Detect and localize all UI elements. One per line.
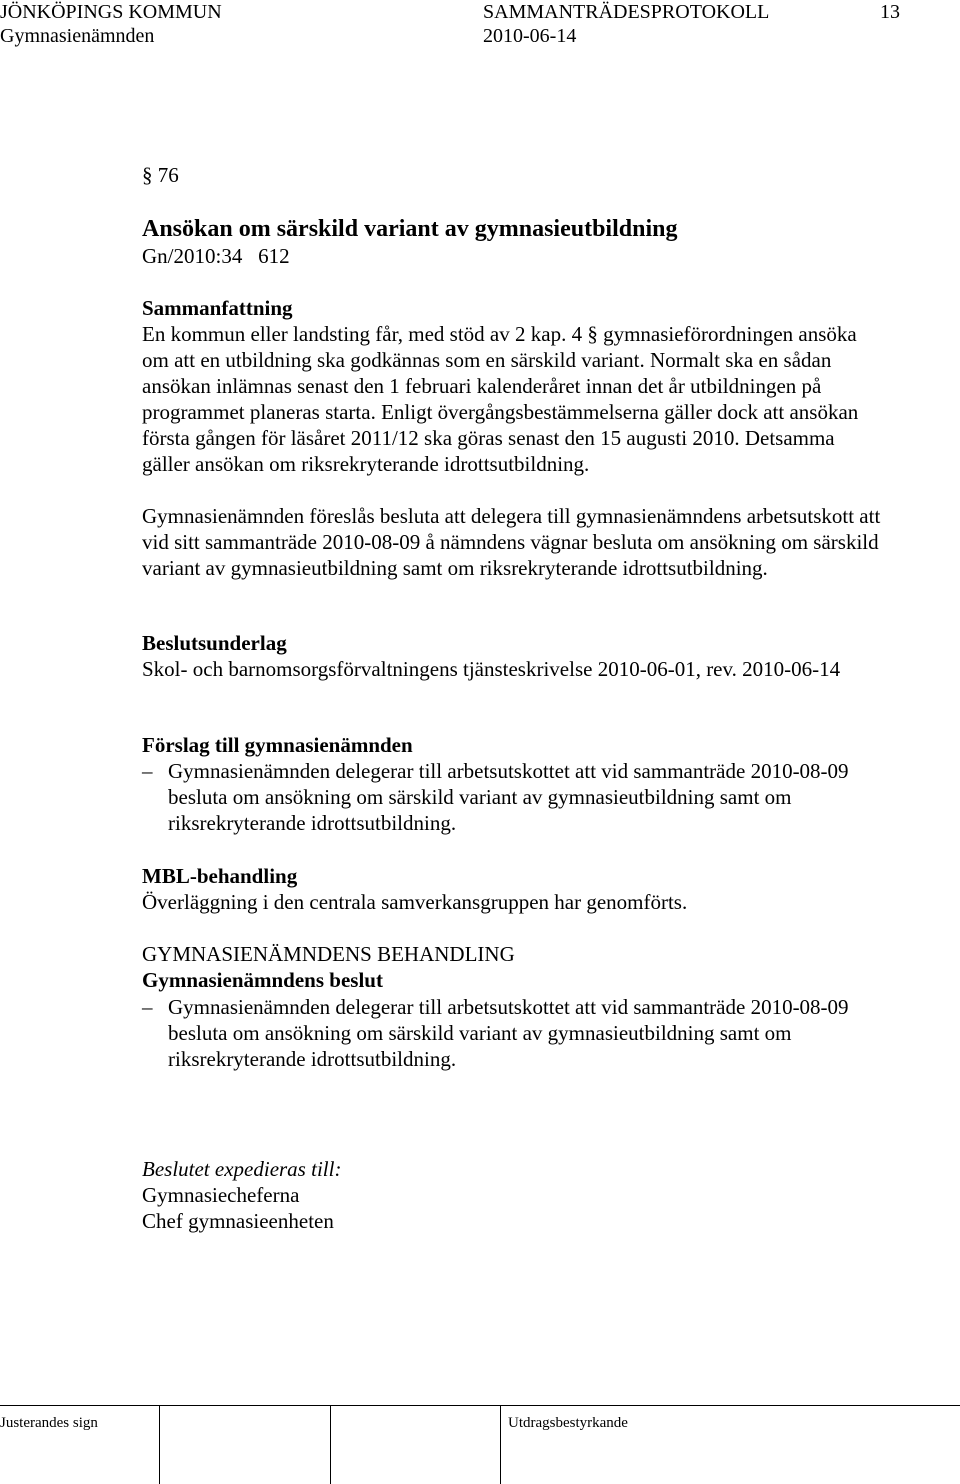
beslutsunderlag-text: Skol- och barnomsorgsförvaltningens tjänsteskrivelse 2010-06-01, rev. 2010-06-14 [142, 657, 841, 681]
header-page-number: 13 [880, 1, 900, 23]
forslag-heading: Förslag till gymnasienämnden [142, 733, 413, 757]
expedieras-recipient: Gymnasiecheferna [142, 1183, 300, 1207]
footer-signature-box-divider [500, 1405, 501, 1484]
beslutsunderlag-block [142, 656, 877, 682]
mbl-text: Överläggning i den centrala samverkansgruppen har genomförts. [142, 890, 688, 914]
beslut-text: Gymnasienämnden delegerar till arbetsutskottet att vid sammanträde 2010-08-09 besluta om ansökning om särskild variant av gymnasieutbildning samt om riksrekryterande idrottsutbildning. [168, 995, 849, 1071]
expedieras-label: Beslutet expedieras till: [142, 1157, 342, 1181]
beslutsunderlag-heading: Beslutsunderlag [142, 631, 287, 655]
sammanfattning-paragraph2: Gymnasienämnden föreslås besluta att delegera till gymnasienämndens arbetsutskott att vid sitt sammanträde 2010-08-09 å nämndens vägnar besluta om ansökning om särskild variant av gymnasieutbildning samt om riksrekryterande idrottsutbildning. [142, 504, 881, 580]
header-doc-type: SAMMANTRÄDESPROTOKOLL [483, 1, 770, 23]
beslut-heading: Gymnasienämndens beslut [142, 968, 383, 992]
sammanfattning-paragraph: En kommun eller landsting får, med stöd av 2 kap. 4 § gymnasieförordningen ansöka om att en utbildning ska godkännas som en särskild variant. Normalt ska en sådan ansökan inlämnas senast den 1 februari kalenderåret innan det år utbildningen på programmet planeras starta. Enligt övergångsbestämmelserna gäller dock att ansökan första gången för läsåret 2011/12 ska göras senast den 15 augusti 2010. Detsamma gäller ansökan om riksrekryterande idrottsutbildning. [142, 322, 859, 476]
forslag-text: Gymnasienämnden delegerar till arbetsutskottet att vid sammanträde 2010-08-09 besluta om ansökning om särskild variant av gymnasieutbildning samt om riksrekryterande idrottsutbildning. [168, 759, 849, 835]
footer-utdragsbestyrkande: Utdragsbestyrkande [508, 1415, 628, 1431]
section-reference: Gn/2010:34 612 [142, 244, 290, 268]
header-org: JÖNKÖPINGS KOMMUN [0, 1, 222, 23]
section-number: § 76 [142, 163, 179, 187]
mbl-heading: MBL-behandling [142, 864, 298, 888]
footer-signature-box-divider [330, 1405, 331, 1484]
sammanfattning-text [142, 321, 882, 477]
footer-divider [0, 1405, 960, 1406]
sammanfattning-heading: Sammanfattning [142, 296, 293, 320]
footer-justerandes-sign: Justerandes sign [0, 1415, 98, 1431]
footer-signature-box-divider [159, 1405, 160, 1484]
beslut-dash: – [142, 995, 153, 1019]
forslag-dash: – [142, 759, 153, 783]
sammanfattning-paragraph2-block [142, 503, 882, 581]
beslut-item [142, 994, 902, 1072]
expedieras-recipient: Chef gymnasieenheten [142, 1209, 334, 1233]
header-date: 2010-06-14 [483, 25, 577, 47]
header-committee: Gymnasienämnden [0, 25, 155, 47]
behandling-heading: GYMNASIENÄMNDENS BEHANDLING [142, 942, 515, 966]
forslag-item [142, 758, 902, 836]
section-title: Ansökan om särskild variant av gymnasieutbildning [142, 216, 678, 242]
